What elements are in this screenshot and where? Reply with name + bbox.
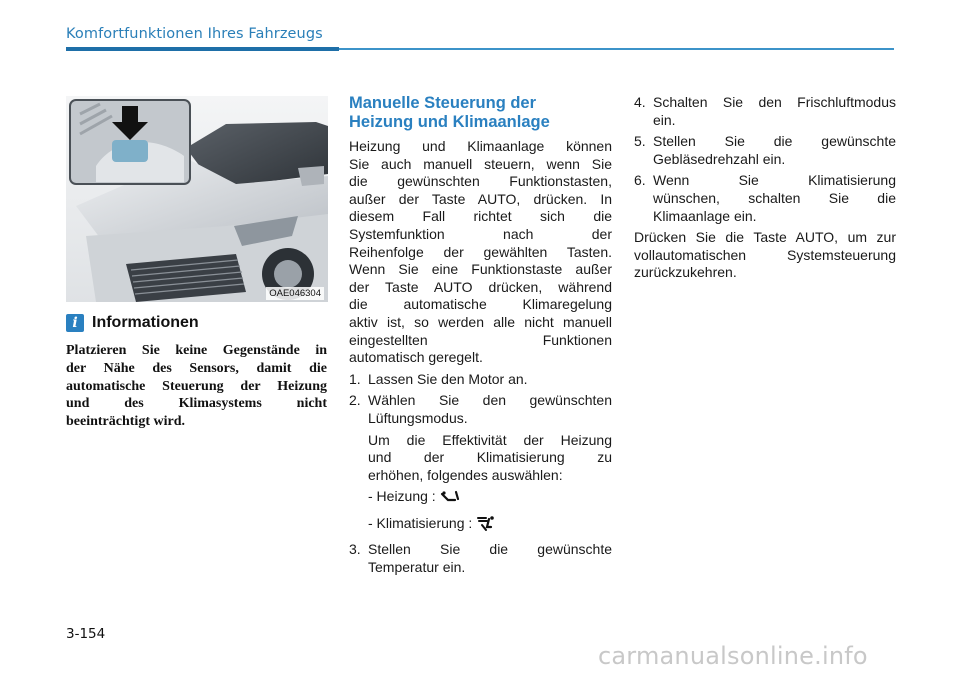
step-text: [368, 541, 612, 576]
info-line: und des Klimasystems nicht: [66, 396, 327, 412]
intro-paragraph: [349, 138, 612, 367]
cooling-label: - Klimatisierung :: [368, 514, 473, 531]
info-line: beeinträchtigt wird.: [66, 414, 185, 430]
step-line: ein.: [653, 111, 676, 128]
floor-mode-icon: [440, 490, 460, 509]
step-2-note: [368, 432, 612, 485]
step-text: Lassen Sie den Motor an.: [368, 370, 528, 387]
note-line: und der Klimatisierung zu: [368, 449, 612, 466]
step-line: Klimaanlage ein.: [653, 207, 757, 224]
outro-line: vollautomatischen Systemsteuerung: [634, 246, 896, 263]
info-title: Informationen: [92, 314, 199, 331]
car-sensor-figure: [66, 96, 328, 302]
step-1: [349, 371, 612, 389]
intro-line: außer der Taste AUTO, drücken. In: [349, 190, 612, 207]
intro-line: die gewünschten Funktionstasten,: [349, 173, 612, 190]
step-5: [634, 133, 896, 168]
step-line: Wenn Sie Klimatisierung: [653, 172, 896, 189]
column-middle: [349, 94, 612, 581]
step-number: 5.: [634, 133, 646, 150]
intro-line: automatisch geregelt.: [349, 349, 483, 366]
info-line: automatische Steuerung der Heizung: [66, 378, 327, 394]
step-text: [653, 133, 896, 168]
step-6: [634, 172, 896, 225]
step-line: Gebläsedrehzahl ein.: [653, 150, 786, 167]
intro-line: Sie auch manuell steuern, wenn Sie: [349, 155, 612, 172]
intro-line: diesem Fall richtet sich die: [349, 208, 612, 225]
intro-line: aktiv ist, so werden alle nicht manuell: [349, 313, 612, 330]
outro-paragraph: [634, 229, 896, 282]
intro-line: Systemfunktion nach der: [349, 225, 612, 242]
info-line: der Nähe des Sensors, damit die: [66, 360, 327, 376]
step-3: [349, 541, 612, 576]
step-line: Stellen Sie die gewünschte: [368, 541, 612, 558]
outro-line: zurückzukehren.: [634, 264, 737, 281]
note-line: erhöhen, folgendes auswählen:: [368, 466, 563, 483]
step-line: Temperatur ein.: [368, 559, 466, 576]
page-number: 3-154: [66, 626, 106, 642]
chapter-header: Komfortfunktionen Ihres Fahrzeugs: [66, 26, 323, 42]
figure-code: OAE046304: [266, 287, 324, 300]
step-line: Lüftungsmodus.: [368, 409, 468, 426]
info-line: Platzieren Sie keine Gegenstände in: [66, 343, 327, 358]
step-number: 1.: [349, 370, 361, 387]
face-mode-icon: [476, 515, 496, 536]
intro-line: die automatische Klimaregelung: [349, 296, 612, 313]
cooling-option: [368, 515, 612, 536]
intro-line: der Taste AUTO drücken, während: [349, 278, 612, 295]
step-line: wünschen, schalten Sie die: [653, 189, 896, 206]
step-line: Stellen Sie die gewünschte: [653, 133, 896, 150]
step-line: Schalten Sie den Frischluftmodus: [653, 94, 896, 110]
step-number: 4.: [634, 94, 646, 110]
header-rule: [339, 48, 894, 50]
section-title-line: Manuelle Steuerung der: [349, 94, 537, 112]
heating-label: - Heizung :: [368, 488, 436, 505]
step-text: [653, 172, 896, 225]
note-line: Um die Effektivität der Heizung: [368, 431, 612, 448]
column-right: [634, 94, 896, 286]
step-number: 2.: [349, 392, 361, 409]
info-icon: i: [66, 314, 84, 332]
step-4: [634, 94, 896, 129]
step-line: Wählen Sie den gewünschten: [368, 392, 612, 409]
step-text: [368, 392, 612, 427]
section-title-line: Heizung und Klimaanlage: [349, 112, 550, 131]
watermark: carmanualsonline.info: [598, 642, 868, 670]
step-number: 3.: [349, 541, 361, 558]
info-heading: [66, 312, 199, 334]
info-text: [66, 342, 327, 431]
step-number: 6.: [634, 172, 646, 189]
heating-option: [368, 488, 612, 509]
intro-line: Reihenfolge der gewählten Tasten.: [349, 243, 612, 260]
section-title: [349, 94, 612, 131]
step-text: [653, 94, 896, 129]
outro-line: Drücken Sie die Taste AUTO, um zur: [634, 229, 896, 246]
intro-line: eingestellten Funktionen: [349, 331, 612, 348]
intro-line: Wenn Sie eine Funktionstaste außer: [349, 261, 612, 278]
step-2: [349, 392, 612, 427]
car-front-sensor-illustration: [66, 96, 328, 302]
header-bar-accent: [66, 47, 339, 51]
intro-line: Heizung und Klimaanlage können: [349, 138, 612, 154]
